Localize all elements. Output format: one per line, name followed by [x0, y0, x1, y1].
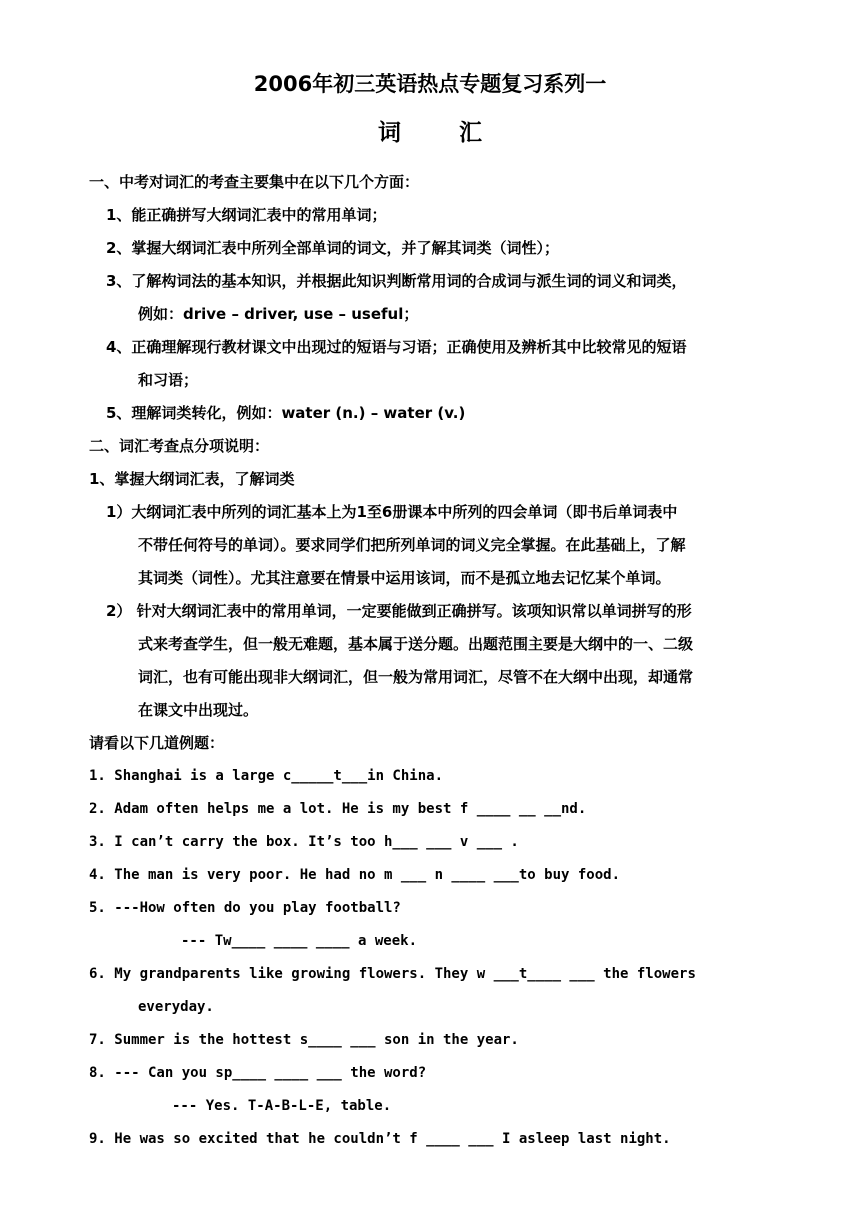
list-item: 5、理解词类转化，例如：water (n.) – water (v.): [106, 404, 466, 422]
list-item-continuation: 例如：drive – driver, use – useful；: [138, 305, 419, 323]
example-line: 3. I can’t carry the box. It’s too h___ ___ v ___ .: [89, 834, 519, 850]
list-item-continuation: 和习语；: [138, 371, 199, 389]
example-line: 4. The man is very poor. He had no m ___ n ____ ___to buy food.: [89, 867, 621, 883]
example-line: 7. Summer is the hottest s____ ___ son in the year.: [89, 1032, 519, 1048]
example-line: everyday.: [138, 999, 214, 1015]
list-item: 4、正确理解现行教材课文中出现过的短语与习语；正确使用及辨析其中比较常见的短语: [106, 338, 687, 356]
subtitle-char-2: 汇: [459, 120, 482, 146]
example-line: 6. My grandparents like growing flowers. They w ___t____ ___ the flowers: [89, 966, 696, 982]
section-2-heading: 二、词汇考查点分项说明：: [89, 437, 270, 455]
examples-heading: 请看以下几道例题：: [89, 734, 225, 752]
example-line: --- Yes. T-A-B-L-E, table.: [172, 1098, 392, 1114]
paragraph-line: 在课文中出现过。: [138, 701, 259, 719]
example-line: 1. Shanghai is a large c_____t___in China.: [89, 768, 444, 784]
section-2-subheading: 1、掌握大纲词汇表，了解词类: [89, 470, 295, 488]
list-item: 2、掌握大纲词汇表中所列全部单词的词文，并了解其词类（词性）；: [106, 239, 559, 257]
example-line: 8. --- Can you sp____ ____ ___ the word?: [89, 1065, 427, 1081]
list-item: 3、了解构词法的基本知识，并根据此知识判断常用词的合成词与派生词的词义和词类，: [106, 272, 687, 290]
paragraph-line: 不带任何符号的单词）。要求同学们把所列单词的词义完全掌握。在此基础上，了解: [138, 536, 686, 554]
paragraph-line: 1）大纲词汇表中所列的词汇基本上为1至6册课本中所列的四会单词（即书后单词表中: [106, 503, 678, 521]
example-line: 5. ---How often do you play football?: [89, 900, 401, 916]
example-line: --- Tw____ ____ ____ a week.: [181, 933, 418, 949]
subtitle-char-1: 词: [378, 120, 401, 146]
example-line: 2. Adam often helps me a lot. He is my best f ____ __ __nd.: [89, 801, 587, 817]
paragraph-line: 2） 针对大纲词汇表中的常用单词，一定要能做到正确拼写。该项知识常以单词拼写的形: [106, 602, 692, 620]
paragraph-line: 词汇，也有可能出现非大纲词汇，但一般为常用词汇，尽管不在大纲中出现，却通常: [138, 668, 694, 686]
document-title: 2006年初三英语热点专题复习系列一: [253, 72, 607, 96]
paragraph-line: 式来考查学生，但一般无难题，基本属于送分题。出题范围主要是大纲中的一、二级: [138, 635, 694, 653]
paragraph-line: 其词类（词性）。尤其注意要在情景中运用该词，而不是孤立地去记忆某个单词。: [138, 569, 671, 587]
list-item: 1、能正确拼写大纲词汇表中的常用单词；: [106, 206, 387, 224]
document-subtitle: [0, 118, 860, 148]
section-1-heading: 一、中考对词汇的考查主要集中在以下几个方面：: [89, 173, 420, 191]
example-line: 9. He was so excited that he couldn’t f ____ ___ I asleep last night.: [89, 1131, 671, 1147]
